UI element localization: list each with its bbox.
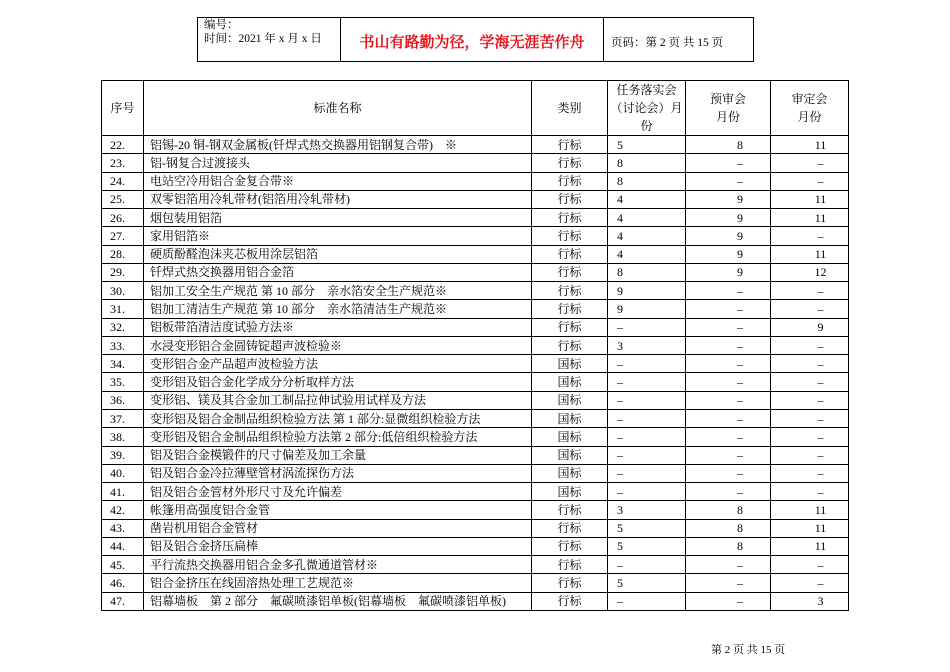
- col-header-line: 月份: [715, 110, 740, 124]
- category-cell: 行标: [532, 172, 608, 190]
- table-row: [102, 391, 849, 409]
- row-number-cell: 26.: [102, 209, 144, 227]
- table-row: [102, 227, 849, 245]
- pre-review-month-cell: –: [686, 409, 771, 427]
- standard-name-cell: 硬质酚醛泡沫夹芯板用涂层铝箔: [144, 245, 532, 263]
- task-meeting-month-cell: –: [608, 355, 686, 373]
- header-meta-cell: [198, 18, 341, 62]
- category-cell: 行标: [532, 519, 608, 537]
- table-row: [102, 245, 849, 263]
- row-number-cell: 41.: [102, 483, 144, 501]
- standard-name-cell: 水浸变形铝合金圆铸锭超声波检验※: [144, 336, 532, 354]
- standard-name-cell: 变形铝及铝合金化学成分分析取样方法: [144, 373, 532, 391]
- table-row: [102, 190, 849, 208]
- pre-review-month-cell: –: [686, 592, 771, 610]
- standard-name-cell: 平行流热交换器用铝合金多孔微通道管材※: [144, 556, 532, 574]
- page-header: [197, 17, 754, 62]
- final-review-month-cell: –: [771, 172, 849, 190]
- category-cell: 行标: [532, 245, 608, 263]
- pre-review-month-cell: –: [686, 391, 771, 409]
- task-meeting-month-cell: 5: [608, 519, 686, 537]
- standard-name-cell: 家用铝箔※: [144, 227, 532, 245]
- category-cell: 国标: [532, 355, 608, 373]
- row-number-cell: 33.: [102, 336, 144, 354]
- category-cell: 行标: [532, 282, 608, 300]
- col-header-line: （讨论会）月: [610, 101, 683, 115]
- final-review-month-cell: 9: [771, 318, 849, 336]
- category-cell: 国标: [532, 464, 608, 482]
- final-review-month-cell: –: [771, 574, 849, 592]
- motto-text: 书山有路勤为径，学海无涯苦作舟: [359, 33, 585, 51]
- standard-name-cell: 铝及铝合金冷拉薄壁管材涡流探伤方法: [144, 464, 532, 482]
- standard-name-cell: 电站空冷用铝合金复合带※: [144, 172, 532, 190]
- row-number-cell: 24.: [102, 172, 144, 190]
- task-meeting-month-cell: 4: [608, 227, 686, 245]
- category-cell: 行标: [532, 136, 608, 154]
- row-number-cell: 42.: [102, 501, 144, 519]
- category-cell: 行标: [532, 190, 608, 208]
- task-meeting-month-cell: –: [608, 446, 686, 464]
- col-header-line: 份: [640, 119, 653, 133]
- task-meeting-month-cell: –: [608, 373, 686, 391]
- pre-review-month-cell: –: [686, 464, 771, 482]
- final-review-month-cell: 11: [771, 190, 849, 208]
- pre-review-month-cell: 8: [686, 136, 771, 154]
- table-row: [102, 154, 849, 172]
- row-number-cell: 27.: [102, 227, 144, 245]
- standard-name-cell: 变形铝、镁及其合金加工制品拉伸试验用试样及方法: [144, 391, 532, 409]
- standard-name-cell: 铝幕墙板 第 2 部分 氟碳喷漆铝单板(铝幕墙板 氟碳喷漆铝单板): [144, 592, 532, 610]
- header-row: [198, 18, 754, 62]
- table-row: [102, 318, 849, 336]
- table-row: [102, 483, 849, 501]
- final-review-month-cell: 11: [771, 245, 849, 263]
- pre-review-month-cell: 9: [686, 209, 771, 227]
- task-meeting-month-cell: 9: [608, 282, 686, 300]
- table-row: [102, 300, 849, 318]
- category-cell: 国标: [532, 446, 608, 464]
- standard-name-cell: 双零铝箔用冷轧带材(铝箔用冷轧带材): [144, 190, 532, 208]
- table-row: [102, 592, 849, 610]
- pre-review-month-cell: –: [686, 154, 771, 172]
- col-header-line: 审定会: [791, 92, 828, 106]
- col-header-pre-review: [686, 81, 771, 136]
- standard-name-cell: 铝加工清洁生产规范 第 10 部分 亲水箔清洁生产规范※: [144, 300, 532, 318]
- row-number-cell: 36.: [102, 391, 144, 409]
- row-number-cell: 25.: [102, 190, 144, 208]
- final-review-month-cell: –: [771, 556, 849, 574]
- table-head: [102, 81, 849, 136]
- table-row: [102, 263, 849, 281]
- task-meeting-month-cell: –: [608, 428, 686, 446]
- final-review-month-cell: –: [771, 446, 849, 464]
- final-review-month-cell: –: [771, 464, 849, 482]
- serial-number-label: 编号：: [204, 19, 239, 31]
- row-number-cell: 39.: [102, 446, 144, 464]
- final-review-month-cell: –: [771, 300, 849, 318]
- final-review-month-cell: 11: [771, 537, 849, 555]
- standard-name-cell: 铝板带箔清洁度试验方法※: [144, 318, 532, 336]
- pre-review-month-cell: –: [686, 318, 771, 336]
- task-meeting-month-cell: –: [608, 483, 686, 501]
- table-row: [102, 574, 849, 592]
- table-header-row: [102, 81, 849, 136]
- pre-review-month-cell: 8: [686, 537, 771, 555]
- row-number-cell: 46.: [102, 574, 144, 592]
- standard-name-cell: 铝及铝合金模锻件的尺寸偏差及加工余量: [144, 446, 532, 464]
- task-meeting-month-cell: 8: [608, 263, 686, 281]
- pre-review-month-cell: –: [686, 355, 771, 373]
- task-meeting-month-cell: 4: [608, 209, 686, 227]
- table-row: [102, 519, 849, 537]
- row-number-cell: 35.: [102, 373, 144, 391]
- table-row: [102, 373, 849, 391]
- row-number-cell: 28.: [102, 245, 144, 263]
- pre-review-month-cell: –: [686, 282, 771, 300]
- category-cell: 行标: [532, 209, 608, 227]
- pre-review-month-cell: 9: [686, 227, 771, 245]
- category-cell: 行标: [532, 154, 608, 172]
- category-cell: 国标: [532, 428, 608, 446]
- task-meeting-month-cell: 5: [608, 136, 686, 154]
- final-review-month-cell: –: [771, 428, 849, 446]
- final-review-month-cell: –: [771, 355, 849, 373]
- row-number-cell: 43.: [102, 519, 144, 537]
- standard-name-cell: 铝锡-20 铜-钢双金属板(钎焊式热交换器用铝钢复合带) ※: [144, 136, 532, 154]
- final-review-month-cell: –: [771, 282, 849, 300]
- standard-name-cell: 变形铝及铝合金制品组织检验方法第 2 部分:低倍组织检验方法: [144, 428, 532, 446]
- row-number-cell: 37.: [102, 409, 144, 427]
- final-review-month-cell: –: [771, 391, 849, 409]
- table-row: [102, 172, 849, 190]
- final-review-month-cell: 12: [771, 263, 849, 281]
- row-number-cell: 32.: [102, 318, 144, 336]
- task-meeting-month-cell: –: [608, 409, 686, 427]
- standard-name-cell: 变形铝及铝合金制品组织检验方法 第 1 部分:显微组织检验方法: [144, 409, 532, 427]
- task-meeting-month-cell: 3: [608, 336, 686, 354]
- row-number-cell: 47.: [102, 592, 144, 610]
- row-number-cell: 22.: [102, 136, 144, 154]
- final-review-month-cell: 11: [771, 519, 849, 537]
- category-cell: 行标: [532, 300, 608, 318]
- col-header-task-meeting: [608, 81, 686, 136]
- pre-review-month-cell: –: [686, 300, 771, 318]
- final-review-month-cell: 11: [771, 136, 849, 154]
- col-header-final-review: [771, 81, 849, 136]
- row-number-cell: 40.: [102, 464, 144, 482]
- table-row: [102, 556, 849, 574]
- standard-name-cell: 铝及铝合金管材外形尺寸及允许偏差: [144, 483, 532, 501]
- pre-review-month-cell: –: [686, 373, 771, 391]
- task-meeting-month-cell: 5: [608, 537, 686, 555]
- table-row: [102, 446, 849, 464]
- page-info-text: 页码：第 2 页 共 15 页: [611, 36, 724, 49]
- table-row: [102, 355, 849, 373]
- task-meeting-month-cell: –: [608, 556, 686, 574]
- task-meeting-month-cell: 3: [608, 501, 686, 519]
- table-row: [102, 282, 849, 300]
- page-footer: 第 2 页 共 15 页: [711, 644, 786, 656]
- category-cell: 行标: [532, 263, 608, 281]
- category-cell: 国标: [532, 391, 608, 409]
- standard-name-cell: 烟包装用铝箔: [144, 209, 532, 227]
- pre-review-month-cell: –: [686, 428, 771, 446]
- table-row: [102, 537, 849, 555]
- pre-review-month-cell: 8: [686, 501, 771, 519]
- task-meeting-month-cell: 4: [608, 190, 686, 208]
- pre-review-month-cell: 9: [686, 263, 771, 281]
- col-header-category: 类别: [532, 81, 608, 136]
- standard-name-cell: 铝加工安全生产规范 第 10 部分 亲水箔安全生产规范※: [144, 282, 532, 300]
- category-cell: 行标: [532, 574, 608, 592]
- table-row: [102, 209, 849, 227]
- category-cell: 行标: [532, 537, 608, 555]
- final-review-month-cell: 11: [771, 501, 849, 519]
- pre-review-month-cell: –: [686, 574, 771, 592]
- row-number-cell: 29.: [102, 263, 144, 281]
- category-cell: 行标: [532, 318, 608, 336]
- row-number-cell: 34.: [102, 355, 144, 373]
- standards-table: [101, 80, 849, 611]
- standard-name-cell: 铝及铝合金挤压扁棒: [144, 537, 532, 555]
- row-number-cell: 31.: [102, 300, 144, 318]
- col-header-line: 预审会: [709, 92, 746, 106]
- category-cell: 国标: [532, 483, 608, 501]
- final-review-month-cell: –: [771, 409, 849, 427]
- table-row: [102, 428, 849, 446]
- pre-review-month-cell: –: [686, 172, 771, 190]
- table-row: [102, 409, 849, 427]
- standard-name-cell: 变形铝合金产品超声波检验方法: [144, 355, 532, 373]
- category-cell: 行标: [532, 592, 608, 610]
- pre-review-month-cell: –: [686, 336, 771, 354]
- task-meeting-month-cell: 4: [608, 245, 686, 263]
- pre-review-month-cell: 9: [686, 245, 771, 263]
- row-number-cell: 44.: [102, 537, 144, 555]
- category-cell: 国标: [532, 409, 608, 427]
- task-meeting-month-cell: 8: [608, 172, 686, 190]
- final-review-month-cell: –: [771, 483, 849, 501]
- pre-review-month-cell: –: [686, 483, 771, 501]
- task-meeting-month-cell: 8: [608, 154, 686, 172]
- page-info-cell: [604, 18, 754, 62]
- row-number-cell: 23.: [102, 154, 144, 172]
- task-meeting-month-cell: 5: [608, 574, 686, 592]
- task-meeting-month-cell: –: [608, 592, 686, 610]
- task-meeting-month-cell: –: [608, 464, 686, 482]
- pre-review-month-cell: 9: [686, 190, 771, 208]
- category-cell: 国标: [532, 373, 608, 391]
- task-meeting-month-cell: 9: [608, 300, 686, 318]
- date-label: 时间：2021 年 x 月 x 日: [204, 33, 322, 45]
- standard-name-cell: 铝-钢复合过渡接头: [144, 154, 532, 172]
- final-review-month-cell: –: [771, 227, 849, 245]
- col-header-line: 月份: [797, 110, 822, 124]
- category-cell: 行标: [532, 227, 608, 245]
- col-header-number: 序号: [102, 81, 144, 136]
- task-meeting-month-cell: –: [608, 391, 686, 409]
- final-review-month-cell: –: [771, 336, 849, 354]
- motto-cell: [341, 18, 604, 62]
- standard-name-cell: 凿岩机用铝合金管材: [144, 519, 532, 537]
- category-cell: 行标: [532, 501, 608, 519]
- final-review-month-cell: –: [771, 154, 849, 172]
- row-number-cell: 38.: [102, 428, 144, 446]
- pre-review-month-cell: 8: [686, 519, 771, 537]
- table-row: [102, 136, 849, 154]
- final-review-month-cell: 3: [771, 592, 849, 610]
- final-review-month-cell: –: [771, 373, 849, 391]
- task-meeting-month-cell: –: [608, 318, 686, 336]
- table-row: [102, 336, 849, 354]
- col-header-name: 标准名称: [144, 81, 532, 136]
- category-cell: 行标: [532, 556, 608, 574]
- table-body: [102, 136, 849, 611]
- row-number-cell: 30.: [102, 282, 144, 300]
- final-review-month-cell: 11: [771, 209, 849, 227]
- standard-name-cell: 铝合金挤压在线固溶热处理工艺规范※: [144, 574, 532, 592]
- pre-review-month-cell: –: [686, 446, 771, 464]
- table-row: [102, 464, 849, 482]
- standard-name-cell: 钎焊式热交换器用铝合金箔: [144, 263, 532, 281]
- table-row: [102, 501, 849, 519]
- category-cell: 行标: [532, 336, 608, 354]
- col-header-line: 任务落实会: [616, 83, 677, 97]
- pre-review-month-cell: –: [686, 556, 771, 574]
- row-number-cell: 45.: [102, 556, 144, 574]
- standard-name-cell: 帐篷用高强度铝合金管: [144, 501, 532, 519]
